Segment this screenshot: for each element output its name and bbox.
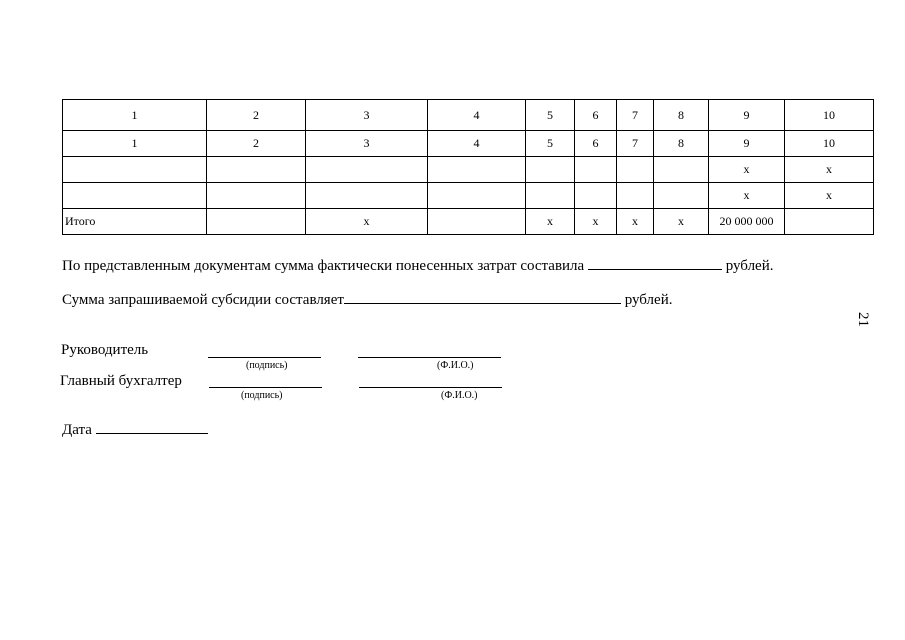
costs-statement-text: По представленным документам сумма фактически понесенных затрат составила	[62, 258, 585, 274]
accountant-signature-caption: (подпись)	[241, 390, 283, 401]
table-total-row	[63, 209, 874, 235]
subsidy-amount-field[interactable]	[344, 290, 621, 304]
table-row	[63, 183, 874, 209]
table-cell[interactable]	[617, 157, 654, 183]
table-cell: 9	[709, 131, 785, 157]
subsidy-statement	[62, 290, 672, 309]
table-cell[interactable]	[785, 209, 874, 235]
table-cell: 3	[306, 100, 428, 131]
table-cell: 8	[654, 131, 709, 157]
page-number: 21	[855, 312, 871, 327]
table-cell[interactable]	[306, 183, 428, 209]
table-cell: 1	[63, 131, 207, 157]
table-cell[interactable]	[575, 183, 617, 209]
table-cell: 7	[617, 131, 654, 157]
head-name-field[interactable]	[358, 357, 501, 358]
table-cell: 5	[526, 131, 575, 157]
table-cell: 4	[428, 131, 526, 157]
table-row	[63, 157, 874, 183]
table-cell[interactable]	[654, 157, 709, 183]
costs-amount-field[interactable]	[588, 256, 722, 270]
table-cell[interactable]	[63, 157, 207, 183]
costs-currency: рублей.	[725, 258, 774, 274]
table-cell: x	[617, 209, 654, 235]
table-cell: 8	[654, 100, 709, 131]
table-cell: x	[654, 209, 709, 235]
subsidy-currency: рублей.	[624, 292, 673, 308]
costs-statement	[62, 256, 774, 275]
table-cell: 6	[575, 100, 617, 131]
table-cell[interactable]	[654, 183, 709, 209]
data-table	[62, 99, 874, 235]
date-label: Дата	[62, 422, 92, 438]
table-cell: x	[306, 209, 428, 235]
table-cell[interactable]	[428, 209, 526, 235]
table-cell: x	[785, 183, 874, 209]
table-cell: 4	[428, 100, 526, 131]
table-cell[interactable]	[526, 183, 575, 209]
head-signature-caption: (подпись)	[246, 360, 288, 371]
head-label: Руководитель	[61, 342, 149, 358]
table-cell: 10	[785, 131, 874, 157]
table-cell: 7	[617, 100, 654, 131]
table-cell-total-label: Итого	[63, 209, 207, 235]
accountant-label: Главный бухгалтер	[60, 373, 182, 389]
subsidy-statement-text: Сумма запрашиваемой субсидии составляет	[62, 292, 344, 308]
table-header-row	[63, 100, 874, 131]
accountant-name-field[interactable]	[359, 387, 502, 388]
table-cell: x	[709, 183, 785, 209]
head-signature-field[interactable]	[208, 357, 321, 358]
date-row	[62, 420, 208, 439]
table-cell: x	[526, 209, 575, 235]
table-cell[interactable]	[575, 157, 617, 183]
accountant-name-caption: (Ф.И.О.)	[441, 390, 478, 401]
date-field[interactable]	[96, 420, 208, 434]
table-cell[interactable]	[306, 157, 428, 183]
table-cell: x	[785, 157, 874, 183]
table-cell[interactable]	[428, 183, 526, 209]
table-cell: 1	[63, 100, 207, 131]
accountant-signature-field[interactable]	[209, 387, 322, 388]
table-cell[interactable]	[428, 157, 526, 183]
table-cell: 5	[526, 100, 575, 131]
table-cell: x	[575, 209, 617, 235]
table-cell[interactable]	[207, 209, 306, 235]
table-cell: 9	[709, 100, 785, 131]
table-cell[interactable]	[63, 183, 207, 209]
table-cell-total-value: 20 000 000	[709, 209, 785, 235]
table-row	[63, 131, 874, 157]
table-cell: 10	[785, 100, 874, 131]
head-name-caption: (Ф.И.О.)	[437, 360, 474, 371]
table-cell: 3	[306, 131, 428, 157]
table-cell: x	[709, 157, 785, 183]
table-cell[interactable]	[207, 183, 306, 209]
table-cell[interactable]	[526, 157, 575, 183]
table-cell[interactable]	[207, 157, 306, 183]
table-cell: 6	[575, 131, 617, 157]
table-cell: 2	[207, 100, 306, 131]
table-cell[interactable]	[617, 183, 654, 209]
table-cell: 2	[207, 131, 306, 157]
